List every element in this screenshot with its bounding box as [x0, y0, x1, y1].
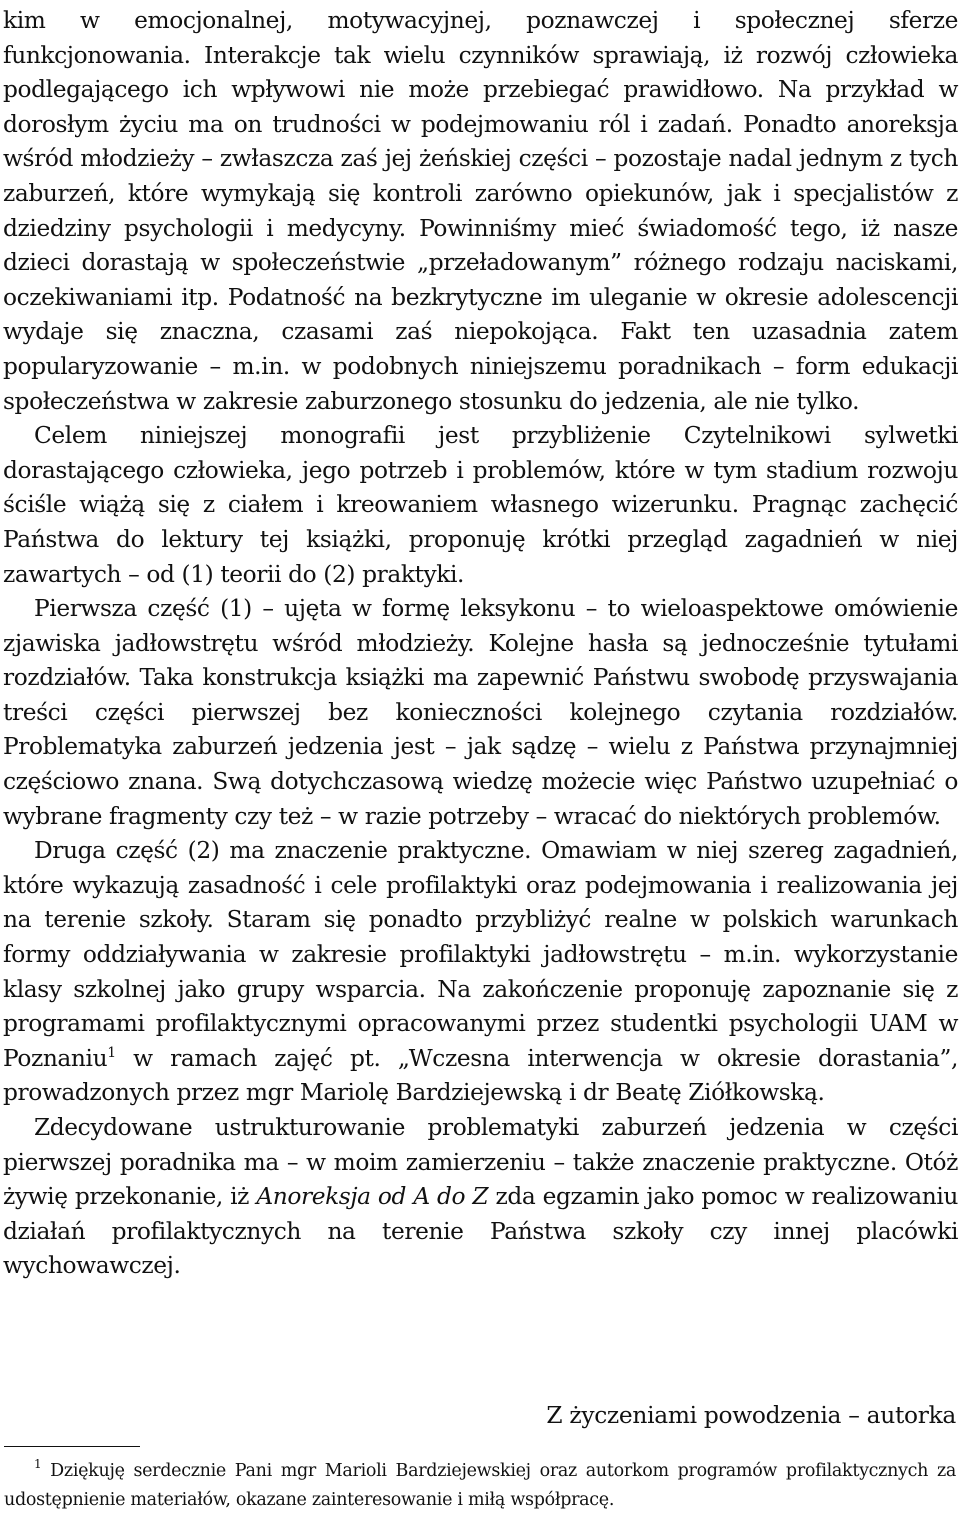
paragraph-5	[3, 1111, 958, 1284]
paragraph-4-tail: w ramach zajęć pt. „Wczesna interwencja w okresie dorastania”, prowadzonych przez mgr Mariolę Bardziejewską i dr Beatę Ziółkowską.	[3, 1044, 958, 1107]
book-title: Anoreksja od A do Z	[256, 1183, 489, 1211]
footnote-divider	[4, 1446, 140, 1447]
paragraph-4-text: Druga część (2) ma znaczenie praktyczne. Omawiam w niej szereg zagadnień, które wykazują zasadność i cele profilaktyki oraz podejmowania i realizowania jej na terenie szkoły. Staram się ponadto przybliżyć realne w polskich warunkach formy oddziaływania w zakresie profilaktyki jadłowstrętu – m.in. wykorzystanie klasy szkolnej jako grupy wsparcia. Na zakończenie proponuję zapoznanie się z programami profilaktycznymi opracowanymi przez studentki psychologii UAM w Poznaniu	[3, 837, 958, 1072]
paragraph-2: Celem niniejszej monografii jest przybliżenie Czytelnikowi sylwetki dorastającego człowieka, jego potrzeb i problemów, które w tym stadium rozwoju ściśle wiążą się z ciałem i kreowaniem własnego wizerunku. Pragnąc zachęcić Państwa do lektury tej książki, proponuję krótki przegląd zagadnień w niej zawartych – od (1) teorii do (2) praktyki.	[3, 422, 958, 588]
paragraph-3: Pierwsza część (1) – ujęta w formę leksykonu – to wieloaspektowe omówienie zjawiska jadłowstrętu wśród młodzieży. Kolejne hasła są jednocześnie tytułami rozdziałów. Taka konstrukcja książki ma zapewnić Państwu swobodę przyswajania treści części pierwszej bez konieczności kolejnego czytania rozdziałów. Problematyka zaburzeń jedzenia jest – jak sądzę – wielu z Państwa przynajmniej częściowo znana. Swą dotychczasową wiedzę możecie więc Państwo uzupełniać o wybrane fragmenty czy też – w razie potrzeby – wracać do niektórych problemów.	[3, 595, 958, 830]
footnote	[4, 1457, 956, 1515]
signature: Z życzeniami powodzenia – autorka	[546, 1402, 956, 1429]
paragraph-1: kim w emocjonalnej, motywacyjnej, poznawczej i społecznej sferze funkcjonowania. Interakcje tak wielu czynników sprawiają, iż rozwój człowieka podlegającego ich wpływowi nie może przebiegać prawidłowo. Na przykład w dorosłym życiu ma on trudności w podejmowaniu ról i zadań. Ponadto anoreksja wśród młodzieży – zwłaszcza zaś jej żeńskiej części – pozostaje nadal jednym z tych zaburzeń, które wymykają się kontroli zarówno opiekunów, jak i specjalistów z dziedziny psychologii i medycyny. Powinniśmy mieć świadomość tego, iż nasze dzieci dorastają w społeczeństwie „przeładowanym” różnego rodzaju naciskami, oczekiwaniami itp. Podatność na bezkrytyczne im uleganie w okresie adolescencji wydaje się znaczna, czasami zaś niepokojąca. Fakt ten uzasadnia zatem popularyzowanie – m.in. w podobnych niniejszemu poradnikach – form edukacji społeczeństwa w zakresie zaburzonego stosunku do jedzenia, ale nie tylko.	[3, 7, 958, 415]
footnote-marker: 1	[34, 1457, 42, 1471]
footnote-text: Dziękuję serdecznie Pani mgr Marioli Bardziejewskiej oraz autorkom programów profilaktycznych za udostępnienie materiałów, okazane zainteresowanie i miłą współpracę.	[4, 1461, 956, 1510]
paragraph-5-text: Zdecydowane ustrukturowanie problematyki zaburzeń jedzenia w części pierwszej poradnika ma – w moim zamierzeniu – także znaczenie praktyczne. Otóż żywię przekonanie, iż	[3, 1114, 958, 1211]
footnote-reference[interactable]: 1	[107, 1044, 116, 1061]
paragraph-4	[3, 834, 958, 1111]
paragraph-5-tail: zda egzamin jako pomoc w realizowaniu działań profilaktycznych na terenie Państwa szkoły czy innej placówki wychowawczej.	[3, 1183, 959, 1280]
main-text	[3, 4, 958, 1284]
